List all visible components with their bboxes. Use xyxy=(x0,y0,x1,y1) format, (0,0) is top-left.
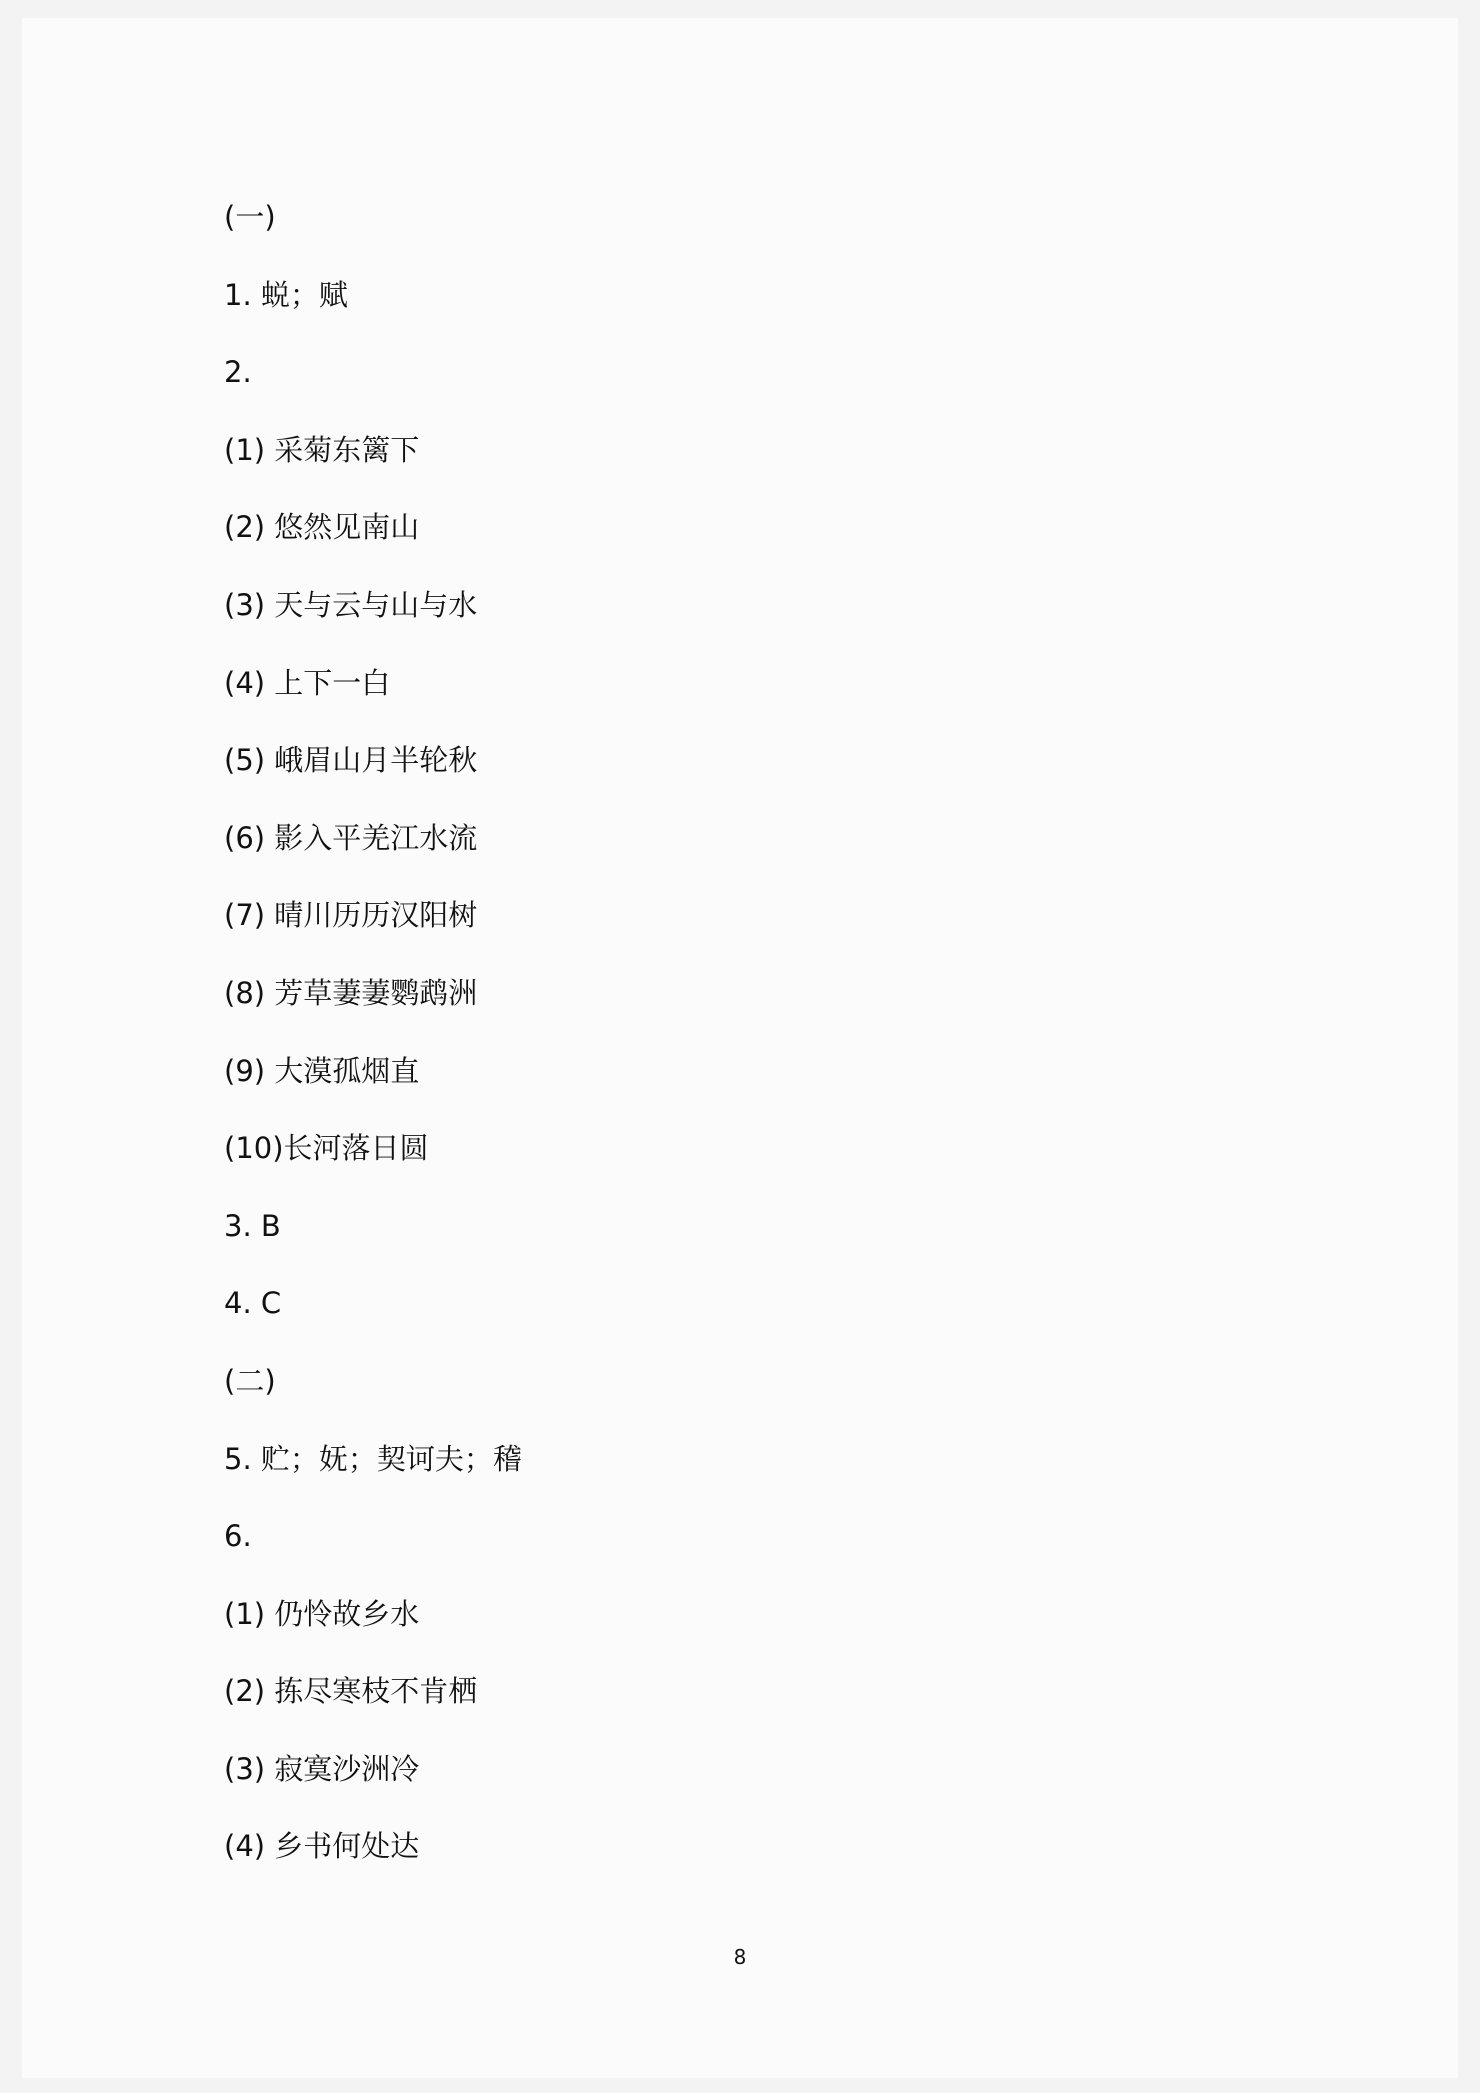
answer-line: (1) 采菊东篱下 xyxy=(224,432,420,467)
page-number: 8 xyxy=(733,1945,747,1969)
answer-line: (9) 大漠孤烟直 xyxy=(224,1053,420,1088)
section-heading-1: (一) xyxy=(224,200,276,234)
answer-line: (4) 上下一白 xyxy=(224,665,391,700)
answer-line: 2. xyxy=(224,355,252,390)
answer-list xyxy=(224,193,1124,1900)
answer-line: (1) 仍怜故乡水 xyxy=(224,1596,420,1631)
answer-line: (7) 晴川历历汉阳树 xyxy=(224,898,478,933)
answer-line: (2) 拣尽寒枝不肯栖 xyxy=(224,1674,478,1709)
answer-line: (3) 寂寞沙洲冷 xyxy=(224,1751,420,1786)
answer-line: (2) 悠然见南山 xyxy=(224,510,420,545)
answer-line: 3. B xyxy=(224,1208,281,1243)
answer-line: (8) 芳草萋萋鹦鹉洲 xyxy=(224,975,478,1010)
answer-line: 1. 蜕；赋 xyxy=(224,277,348,312)
answer-line: (10)长河落日圆 xyxy=(224,1131,429,1166)
answer-line: (4) 乡书何处达 xyxy=(224,1829,420,1864)
section-heading-2: (二) xyxy=(224,1363,276,1398)
answer-line: 6. xyxy=(224,1519,252,1554)
answer-line: (5) 峨眉山月半轮秋 xyxy=(224,743,478,778)
answer-line: (3) 天与云与山与水 xyxy=(224,587,478,622)
answer-line: 4. C xyxy=(224,1286,282,1321)
answer-line: 5. 贮；妩；契诃夫；稽 xyxy=(224,1441,522,1476)
answer-line: (6) 影入平羌江水流 xyxy=(224,820,478,855)
